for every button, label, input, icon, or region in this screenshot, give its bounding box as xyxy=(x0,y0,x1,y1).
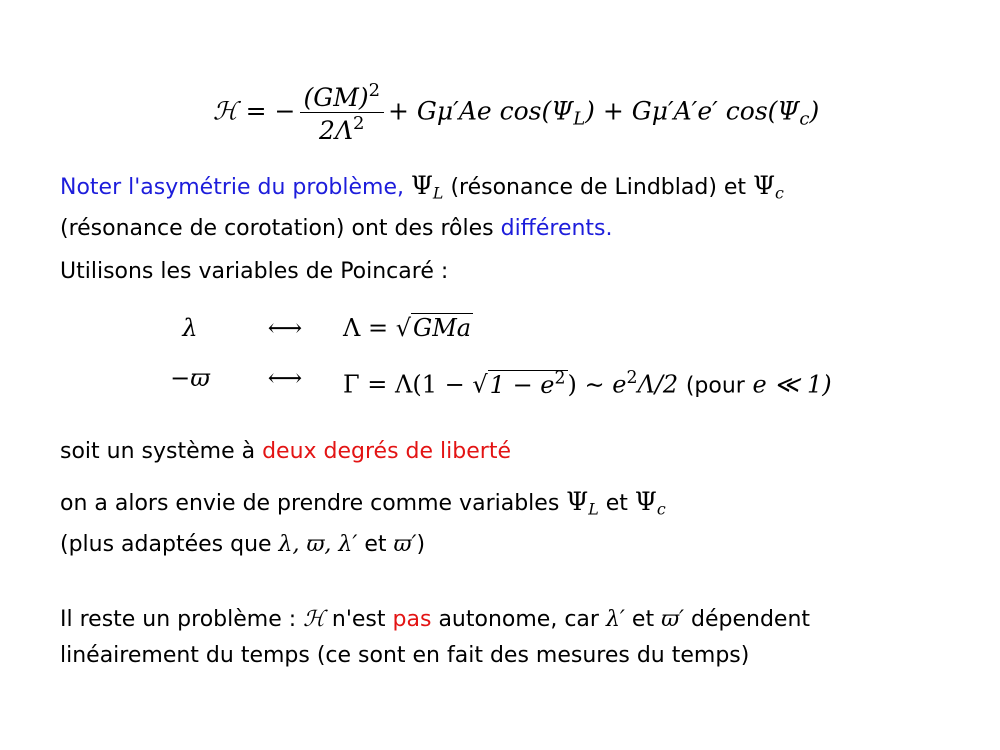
formula-term2: ) + Gμ′A′e′ cos(Ψ xyxy=(585,96,800,126)
variables-choice-line2: (plus adaptées que λ, ϖ, λ′ et ϖ′) xyxy=(60,532,426,558)
fraction-numerator: (GM)$^2$ xyxy=(303,80,381,112)
poincare-intro: Utilisons les variables de Poincaré : xyxy=(60,259,449,284)
degrees-of-freedom-text: soit un système à deux degrés de liberté xyxy=(60,439,511,464)
asymmetry-paragraph xyxy=(60,168,784,247)
asymmetry-line1: Noter l'asymétrie du problème, $\Psi_L$ (résonance de Lindblad) et $\Psi_c$ xyxy=(60,171,784,203)
formula-lhs: ℋ = − xyxy=(213,96,296,126)
formula-term1: + Gμ′Ae cos(Ψ xyxy=(388,96,574,126)
hamiltonian-formula: ℋ = − $\frac{(GM)^2}{2\Lambda^2}$ + Gμ′Ae $\cos(\Psi_L) + G\mu'A'e'$ $\cos(\Psi_c)$ xyxy=(213,80,820,145)
variables-choice-line1: on a alors envie de prendre comme variables $\Psi_L$ et $\Psi_c$ xyxy=(60,487,666,519)
non-autonomous-line1: Il reste un problème : ℋ n'est pas autonome, car λ′ et ϖ′ dépendent xyxy=(60,607,811,632)
slide: ℋ = − $\frac{(GM)^2}{2\Lambda^2}$ + Gμ′Ae $\cos(\Psi_L) + G\mu'A'e'$ $\cos(\Psi_c)$ Noter l'asymétrie du problème, $\Psi_L$ (résonance de Lindblad) et $\Psi_c$ (résonance de corotation) ont des rôles différents. Utilisons les variables de Poincaré : λ ⟷ Λ = √GMa −ϖ ⟷ $\Gamma = \Lambda(1 - √1 - e^2)$ ∼ $e^2\Lambda/2$ (pour e ≪ 1) soit un système à deux degrés de liberté on a alors envie de prendre comme variables $\Psi_L$ et $\Psi_c$ (plus adaptées que λ, ϖ, λ′ et ϖ′) Il reste un problème : ℋ n'est pas autonome, car λ′ et ϖ′ dépendent linéairement du temps (ce sont en fait des mesures du temps) xyxy=(0,0,1000,750)
formula-fraction xyxy=(300,80,385,145)
non-autonomous-line2: linéairement du temps (ce sont en fait des mesures du temps) xyxy=(60,643,750,668)
asymmetry-line2: (résonance de corotation) ont des rôles différents. xyxy=(60,216,613,242)
non-autonomous-paragraph xyxy=(60,602,810,674)
variables-choice-paragraph xyxy=(60,484,666,563)
fraction-denominator: $2\Lambda^2$ xyxy=(300,112,385,145)
